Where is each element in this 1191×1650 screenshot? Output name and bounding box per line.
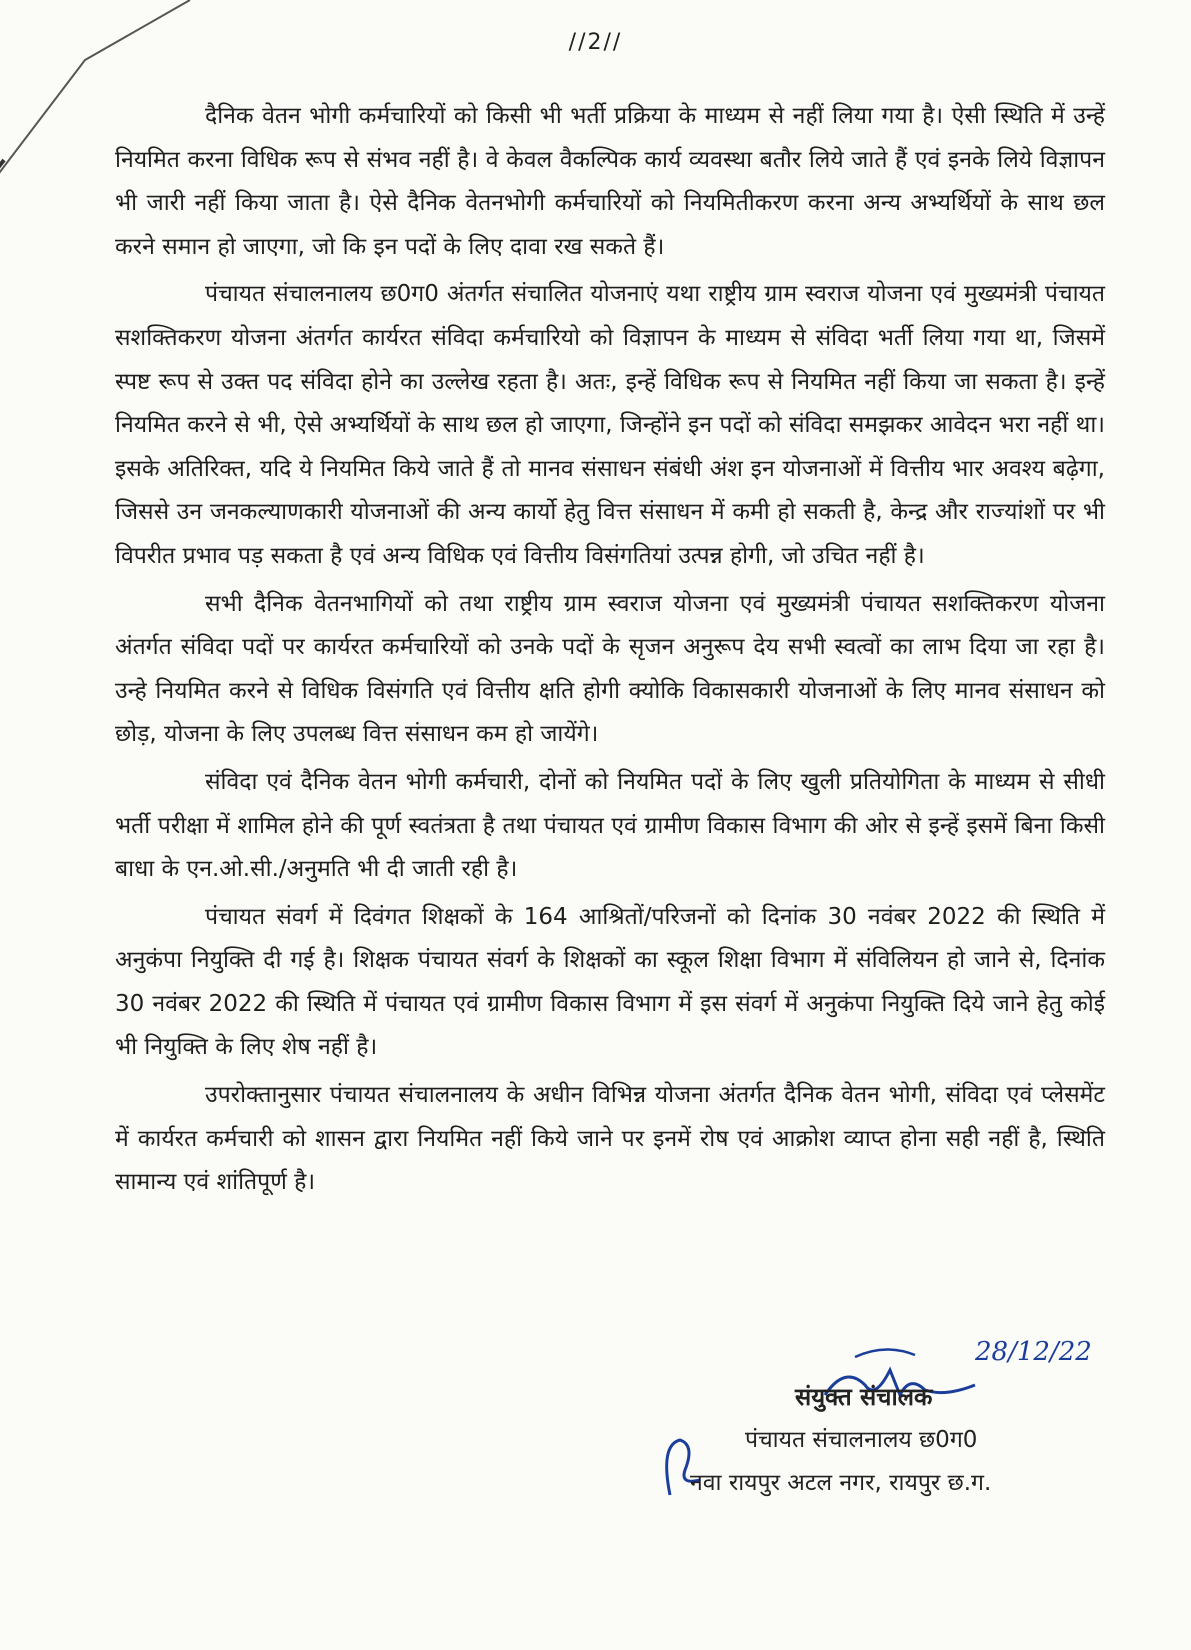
signatory-office: पंचायत संचालनालय छ0ग0 xyxy=(745,1427,978,1453)
page-number: //2// xyxy=(568,30,623,55)
paragraph-open-competition: संविदा एवं दैनिक वेतन भोगी कर्मचारी, दोनों को नियमित पदों के लिए खुली प्रतियोगिता के माध्यम से सीधी भर्ती परीक्षा में शामिल होने की पूर्ण स्वतंत्रता है तथा पंचायत एवं ग्रामीण विकास विभाग की ओर से इन्हें इसमें बिना किसी बाधा के एन.ओ.सी./अनुमति भी दी जाती रही है। xyxy=(115,768,1105,883)
signatory-designation: संयुक्त संचालक xyxy=(795,1383,933,1411)
paragraph-conclusion: उपरोक्तानुसार पंचायत संचालनालय के अधीन विभिन्न योजना अंतर्गत दैनिक वेतन भोगी, संविदा एवं प्लेसमेंट में कार्यरत कर्मचारी को शासन द्वारा नियमित नहीं किये जाने पर इनमें रोष एवं आक्रोश व्याप्त होना सही नहीं है, स्थिति सामान्य एवं शांतिपूर्ण है। xyxy=(115,1082,1105,1196)
paragraph-benefits: सभी दैनिक वेतनभागियों को तथा राष्ट्रीय ग्राम स्वराज योजना एवं मुख्यमंत्री पंचायत सशक्तिकरण योजना अंतर्गत संविदा पदों पर कार्यरत कर्मचारियों को उनके पदों के सृजन अनुरूप देय सभी स्वत्वों का लाभ दिया जा रहा है। उन्हे नियमित करने से विधिक विसंगति एवं वित्तीय क्षति होगी क्योकि विकासकारी योजनाओं के लिए मानव संसाधन को छोड़, योजना के लिए उपलब्ध वित्त संसाधन कम हो जायेंगे। xyxy=(115,590,1105,748)
paragraph-daily-wage: दैनिक वेतन भोगी कर्मचारियों को किसी भी भर्ती प्रक्रिया के माध्यम से नहीं लिया गया है। ऐसी स्थिति में उन्हें नियमित करना विधिक रूप से संभव नहीं है। वे केवल वैकल्पिक कार्य व्यवस्था बतौर लिये जाते हैं एवं इनके लिये विज्ञापन भी जारी नहीं किया जाता है। ऐसे दैनिक वेतनभोगी कर्मचारियों को नियमितीकरण करना अन्य अभ्यर्थियों के साथ छल करने समान हो जाएगा, जो कि इन पदों के लिए दावा रख सकते हैं। xyxy=(115,103,1105,260)
letter-body xyxy=(115,95,1105,1209)
signatory-address: नवा रायपुर अटल नगर, रायपुर छ.ग. xyxy=(690,1470,992,1496)
paragraph-compassionate-appointment: पंचायत संवर्ग में दिवंगत शिक्षकों के 164 आश्रितों/परिजनों को दिनांक 30 नवंबर 2022 की स्थिति में अनुकंपा नियुक्ति दी गई है। शिक्षक पंचायत संवर्ग के शिक्षकों का स्कूल शिक्षा विभाग में संविलियन हो जाने से, दिनांक 30 नवंबर 2022 की स्थिति में पंचायत एवं ग्रामीण विकास विभाग में इस संवर्ग में अनुकंपा नियुक्ति दिये जाने हेतु कोई भी नियुक्ति के लिए शेष नहीं है। xyxy=(115,903,1105,1061)
paragraph-contract-staff: पंचायत संचालनालय छ0ग0 अंतर्गत संचालित योजनाएं यथा राष्ट्रीय ग्राम स्वराज योजना एवं मुख्यमंत्री पंचायत सशक्तिकरण योजना अंतर्गत कार्यरत संविदा कर्मचारियो को विज्ञापन के माध्यम से संविदा भर्ती लिया गया था, जिसमें स्पष्ट रूप से उक्त पद संविदा होने का उल्लेख रहता है। अतः, इन्हें विधिक रूप से नियमित नहीं किया जा सकता है। इन्हें नियमित करने से भी, ऐसे अभ्यर्थियों के साथ छल हो जाएगा, जिन्होंने इन पदों को संविदा समझकर आवेदन भरा नहीं था। इसके अतिरिक्त, यदि ये नियमित किये जाते हैं तो मानव संसाधन संबंधी अंश इन योजनाओं में वित्तीय भार अवश्य बढ़ेगा, जिससे उन जनकल्याणकारी योजनाओं की अन्य कार्यो हेतु वित्त संसाधन में कमी हो सकती है, केन्द्र और राज्यांशों पर भी विपरीत प्रभाव पड़ सकता है एवं अन्य विधिक एवं वित्तीय विसंगतियां उत्पन्न होगी, जो उचित नहीं है। xyxy=(115,281,1105,569)
signature-date: 28/12/22 xyxy=(975,1337,1092,1367)
